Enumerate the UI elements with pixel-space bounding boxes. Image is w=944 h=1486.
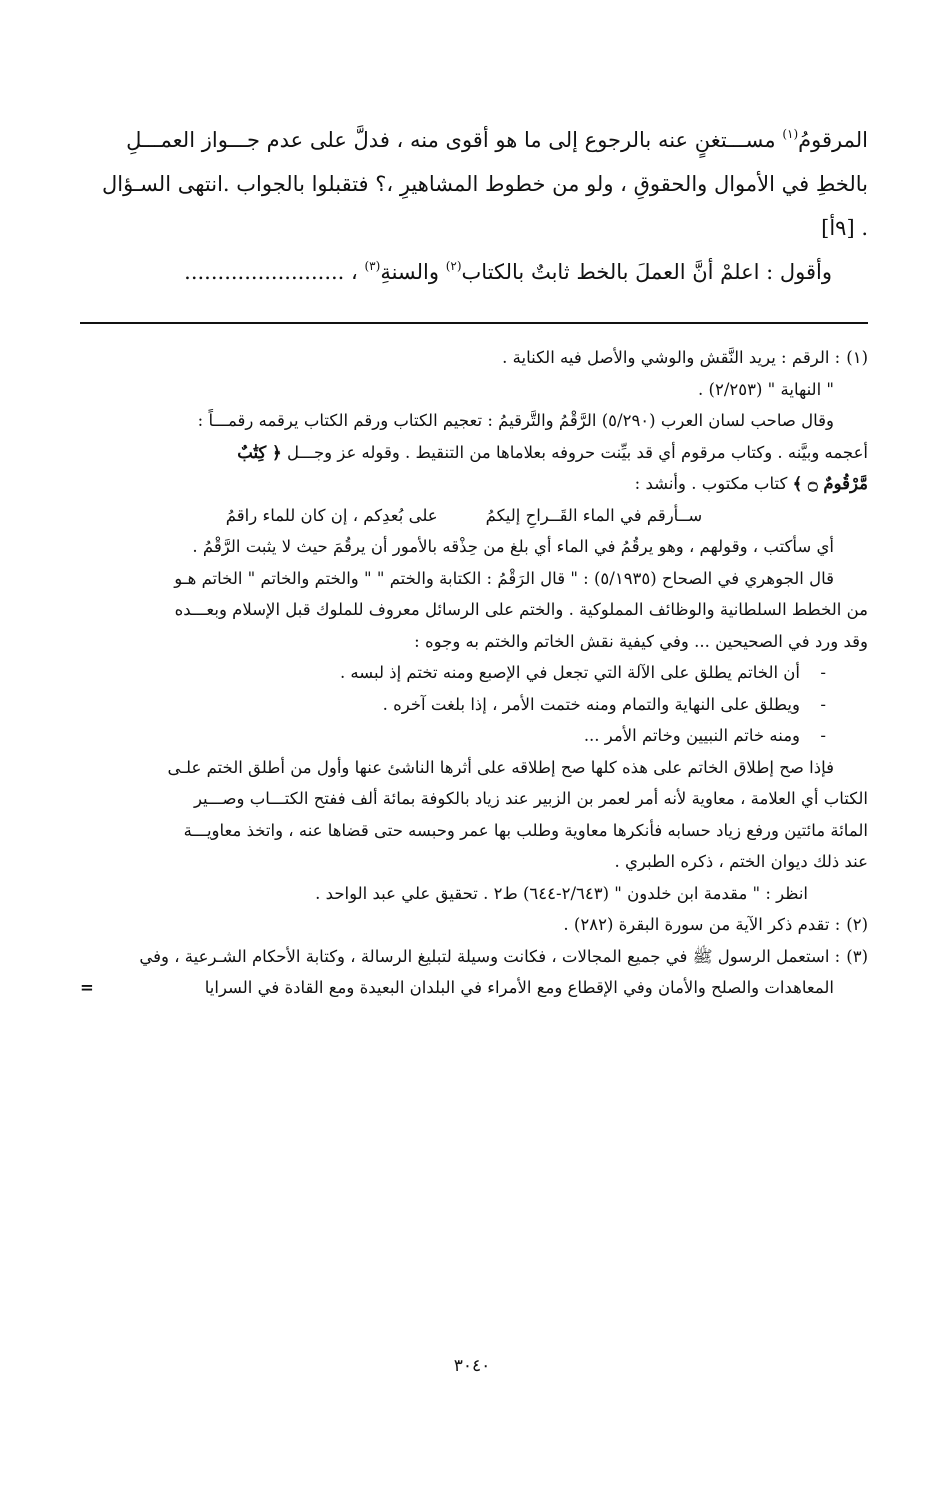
footnote-3-line-2-text: المعاهدات والصلح والأمان وفي الإقطاع ومع الأمراء في البلدان البعيدة ومع القادة في السرايا — [204, 978, 834, 997]
list-item — [80, 720, 826, 752]
list-item — [80, 689, 826, 721]
continuation-mark: = — [80, 978, 94, 997]
footnote-ref-2[interactable]: (٢) — [445, 259, 462, 273]
footnote-1-line-2: " النهاية " (٢/٢٥٣) . — [698, 379, 834, 399]
footnote-3-line-2 — [80, 972, 868, 1004]
bullet-dash: - — [820, 726, 826, 745]
poem-verse — [80, 500, 868, 532]
bullet-text-3: ومنه خاتم النبيين وخاتم الأمر ... — [583, 726, 800, 745]
footnote-1-line-9: وقد ورد في الصحيحين ... وفي كيفية نقش الخاتم والختم به وجوه : — [414, 631, 868, 651]
footnote-3-number: (٣) — [846, 946, 868, 966]
list-item — [80, 657, 826, 689]
footnote-ref-3[interactable]: (٣) — [364, 259, 381, 273]
bullet-dash: - — [820, 694, 826, 714]
footnote-3-text: : استعمل الرسول ﷺ في جميع المجالات ، فكانت وسيلة لتبليغ الرسالة ، وكتابة الأحكام الشـرعية ، وفي — [139, 946, 841, 966]
bullet-dash: - — [820, 663, 826, 682]
quran-verse-part-2: مَّرْقُومٌ ۝ ﴾ — [792, 474, 868, 493]
main-line-2: بالخطِ في الأموال والحقوقِ ، ولو من خطوط المشاهيرِ ،؟ فتقبلوا بالجواب .انتهى السـؤال — [101, 172, 868, 196]
footnote-1-line-5-text: كتاب مكتوب . وأنشد : — [634, 474, 793, 493]
footnote-1-line-13: عند ذلك ديوان الختم ، ذكره الطبري . — [614, 852, 868, 871]
footnote-1-number: (١) — [846, 348, 868, 367]
main-line-1b: مســـتغنٍ عنه بالرجوع إلى ما هو أقوى منه ، فدلَّ على عدم جـــواز العمـــلِ — [126, 128, 783, 152]
poem-hemistich-2: على بُعدِكم ، إن كان للماء راقمُ — [225, 505, 438, 525]
main-line-3: . [٩أ] — [821, 216, 868, 240]
footnote-1-text: : الرقم : يريد النَّقش والوشي والأصل فيه الكناية . — [502, 348, 841, 367]
footnote-divider — [80, 322, 868, 324]
footnote-1-line-14: انظر : " مقدمة ابن خلدون " (٢/٦٤٣-٦٤٤) ط٢ . تحقيق علي عبد الواحد . — [315, 883, 808, 903]
footnote-2-text: : تقدم ذكر الآية من سورة البقرة (٢٨٢) . — [563, 915, 841, 934]
footnote-1-line-8: من الخطط السلطانية والوظائف المملوكية . والختم على الرسائل معروف للملوك قبل الإسلام وبعـــده — [174, 600, 868, 619]
footnotes — [80, 342, 868, 1004]
footnote-2-line-1 — [80, 909, 868, 941]
main-paragraph-2 — [80, 250, 868, 294]
footnote-1-line-10: فإذا صح إطلاق الخاتم على هذه كلها صح إطلاقه على أثرها الناشئ عنها وأول من أطلق الختم علـى — [167, 757, 834, 777]
main-text — [80, 118, 868, 294]
main-line-4b: والسنةِ — [380, 260, 446, 284]
bullet-text-1: أن الخاتم يطلق على الآلة التي تجعل في الإصبع ومنه تختم إذ لبسه . — [339, 663, 800, 682]
footnote-1-line-3: وقال صاحب لسان العرب (٥/٢٩٠) الرَّقْمُ والتَّرقيمُ : تعجيم الكتاب ورقم الكتاب يرقمه رقمـــاً : — [197, 411, 834, 430]
main-paragraph — [80, 118, 868, 250]
footnote-1-line-12: المائة مائتين ورفع زياد حسابه فأنكرها معاوية وطلب بها عمر وحبسه حتى قضاها عنه ، واتخذ معاويـــة — [183, 820, 868, 840]
footnote-3-line-1 — [80, 941, 868, 973]
footnote-1-line-7: قال الجوهري في الصحاح (٥/١٩٣٥) : " قال الرَقْمُ : الكتابة والختم " " والختم والخاتم " الخاتم هـو — [174, 568, 834, 588]
page-number: ٣٠٤٠ — [453, 1356, 491, 1376]
bullet-list — [80, 657, 868, 752]
footnote-1-line-5 — [80, 468, 868, 500]
footnote-1-line-11: الكتاب أي العلامة ، معاوية لأنه أمر لعمر بن الزبير عند زياد بالكوفة بمائة ألف ففتح الكتـــاب وصـــير — [193, 789, 868, 808]
quran-verse-part-1: ﴿ كِتَٰبٌ — [237, 442, 282, 462]
page-content — [80, 118, 868, 1004]
bullet-text-2: ويطلق على النهاية والتمام ومنه ختمت الأمر ، إذا بلغت آخره . — [382, 694, 800, 714]
footnote-1-line-4-text: أعجمه وبيَّنه . وكتاب مرقوم أي قد بيِّنت حروفه بعلاماها من التنقيط . وقوله عز وجـــل — [281, 442, 868, 462]
footnote-1-line-6: أي سأكتب ، وقولهم ، وهو يرقُمُ في الماء أي بلغ من حِذْقه بالأمور أن يرقُمَ حيث لا يثبت الرَّقْمُ . — [192, 537, 834, 556]
footnote-ref-1[interactable]: (١) — [782, 127, 799, 141]
footnote-2-number: (٢) — [846, 915, 868, 934]
footnote-1-line-4 — [80, 437, 868, 469]
footnote-1-line-1 — [80, 342, 868, 374]
main-line-1a: المرقومُ — [798, 128, 868, 152]
main-line-4c: ، ........................ — [184, 260, 365, 284]
poem-hemistich-1: ســأرقم في الماء القَــراحِ إليكمُ — [485, 505, 703, 525]
main-line-4a: وأقول : اعلمْ أنَّ العملَ بالخط ثابتٌ بالكتاب — [461, 260, 832, 284]
